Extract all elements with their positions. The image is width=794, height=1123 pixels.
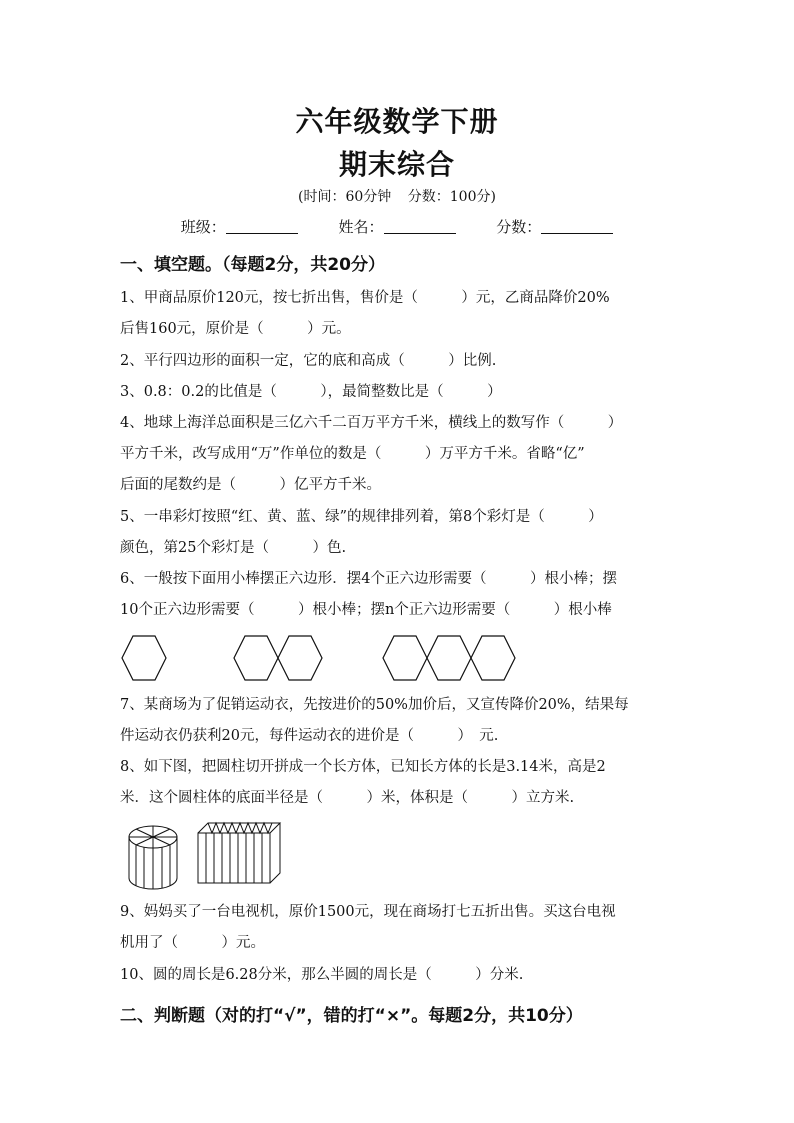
question-line: 机用了（ ）元。 xyxy=(120,935,265,951)
question-line: 10、圆的周长是6.28分米，那么半圆的周长是（ ）分米. xyxy=(120,967,524,983)
time-info: (时间：60分钟 xyxy=(298,189,392,205)
question-line: 1、甲商品原价120元，按七折出售，售价是（ ）元，乙商品降价20% xyxy=(120,290,610,306)
cuboid-slices xyxy=(206,833,262,883)
question-line: 2、平行四边形的面积一定，它的底和高成（ ）比例. xyxy=(120,353,497,369)
question-line: 6、一般按下面用小棒摆正六边形．摆4个正六边形需要（ ）根小棒；摆 xyxy=(120,571,617,587)
question-line: 3、0.8：0.2的比值是（ ），最简整数比是（ ） xyxy=(120,384,502,400)
score-label: 分数： xyxy=(496,218,542,236)
class-label: 班级： xyxy=(180,218,226,236)
question-line: 10个正六边形需要（ ）根小棒；摆n个正六边形需要（ ）根小棒 xyxy=(120,602,612,618)
section1-heading: 一、填空题。（每题2分，共20分） xyxy=(120,255,385,275)
title-line1: 六年级数学下册 xyxy=(295,105,499,138)
question-9 xyxy=(120,897,680,959)
title-line2: 期末综合 xyxy=(338,148,455,181)
section2-heading: 二、判断题（对的打“√”，错的打“×”。每题2分，共10分） xyxy=(120,1006,583,1026)
cuboid-top-teeth xyxy=(208,823,272,833)
name-label: 姓名： xyxy=(338,218,384,236)
score-info: 分数：100分) xyxy=(407,189,496,205)
cylinder-sectors xyxy=(129,826,177,848)
question-line: 7、某商场为了促销运动衣，先按进价的50%加价后，又宣传降价20%，结果每 xyxy=(120,697,629,713)
question-line: 米．这个圆柱体的底面半径是（ ）米，体积是（ ）立方米. xyxy=(120,790,575,806)
question-line: 5、一串彩灯按照“红、黄、蓝、绿”的规律排列着，第8个彩灯是（ ） xyxy=(120,509,603,525)
question-line: 后售160元，原价是（ ）元。 xyxy=(120,321,351,337)
question-10 xyxy=(120,960,680,991)
question-line: 8、如下图，把圆柱切开拼成一个长方体，已知长方体的长是3.14米，高是2 xyxy=(120,759,606,775)
question-line: 4、地球上海洋总面积是三亿六千二百万平方千米，横线上的数写作（ ） xyxy=(120,415,623,431)
question-line: 件运动衣仍获利20元，每件运动衣的进价是（ ） 元. xyxy=(120,728,499,744)
cuboid-front xyxy=(198,833,270,883)
question-line: 9、妈妈买了一台电视机，原价1500元，现在商场打七五折出售。买这台电视 xyxy=(120,904,616,920)
cylinder-vertical-cuts xyxy=(136,845,170,889)
question-line: 后面的尾数约是（ ）亿平方千米。 xyxy=(120,477,381,493)
question-line: 平方千米，改写成用“万”作单位的数是（ ）万平方千米。省略“亿” xyxy=(120,446,585,462)
question-line: 颜色，第25个彩灯是（ ）色. xyxy=(120,540,347,556)
